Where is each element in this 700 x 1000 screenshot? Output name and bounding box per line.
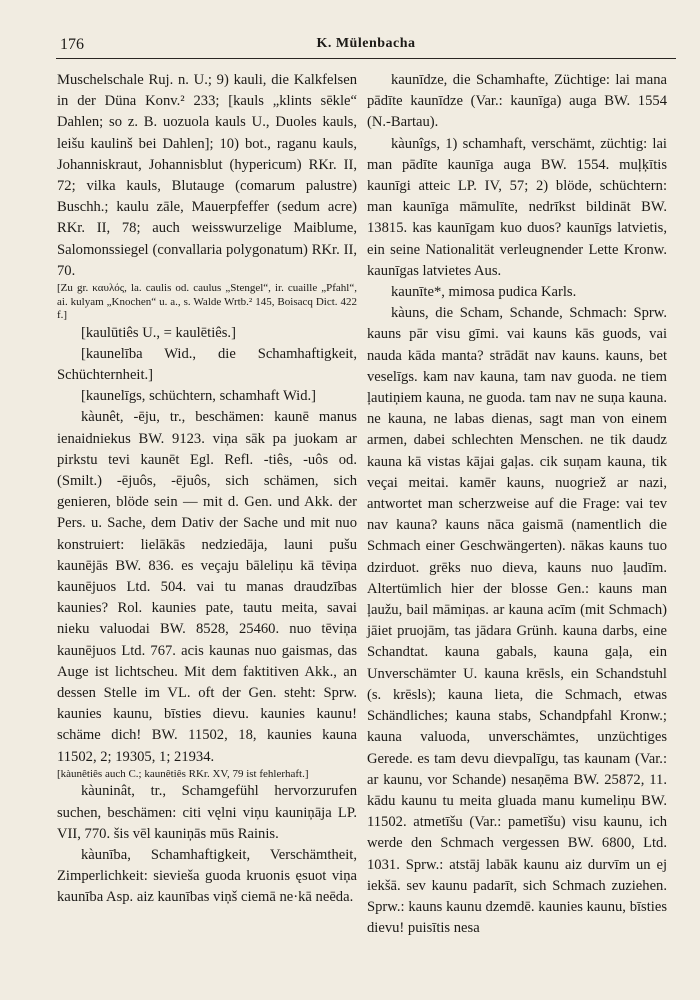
- left-column: [57, 70, 357, 909]
- entry-paragraph: kàuns, die Scham, Schande, Schmach: Sprw. kauns pār visu gīmi. vai kauns kās guods, vai nauda kāda manta? strādāt nav kauns. kauns, bet veselīgs. kam nav kauna, tam nav guoda. ne tiem ļautiņiem kauna, ne guoda. tam nav ne suņa kauna. ne kauna, ne labas dienas, sagt man von einem armen, dabei schlechten Menschen. ne tik daudz kauna kā vistas kājai gaļas. cik suņam kauna, tik veçai meitai. kamēr kauns, nuogriež ar nazi, antwortet man scherzweise auf die Frage: vai tev nav kauna? kauns nāca gaismā (namentlich die Schmach einer Geschwängerten). nākas kauns tuo dzirduot. grēks nuo dieva, kauns nuo ļaudīm. Altertümlich hier der blosse Gen.: kauns man ļaužu, bail māmiņas. ar kauna acīm (mit Schmach) jāiet pruojām, tas jādara Grünh. kauna darbs, eine Schandtat. kauna gabals, kauna gaļa, ein Unverschämter U. kauna krēsls, ein Schandstuhl (s. krēsls); kauna lieta, die Schmach, etwas Schändliches; kauna stabs, Schandpfahl Kronw.; kauna valuoda, unverschämtes, unzüchtiges Gerede. es tam devu dievpalīgu, tas kaunam (Var.: ar kaunu, vor Schande) nesaņēma BW. 25872, 11. kādu kaunu tu meita gluada manu kumeliņu BW. 11502. atmetīšu (Var.: pametīšu) visu kaunu, ich werde den Schmach vergessen BW. 6800, Ltd. 1031. Sprw.: atstāj labāk kaunu aiz durvīm un ej iekšā. sev kaunu padarīt, sich Schmach zuziehen. Sprw.: kauns kaunu dzemdē. kaunies kaunu, bīsties dievu! puisītis nesa: [367, 305, 667, 937]
- etymology-note: [kàunêtiês auch C.; kaunêtiês RKr. XV, 79 ist fehlerhaft.]: [57, 767, 309, 780]
- entry-paragraph: Muschelschale Ruj. n. U.; 9) kauli, die Kalkfelsen in der Düna Konv.² 233; [kauls „klints sēkle“ Dahlen; so z. B. uozuola kauls U., Duoles kauls, leišu kaulinš bei Dahlen]; 10) bot., raganu kauls, Johanniskraut, Johannisblut (hypericum) RKr. II, 72; vilka kauls, Blutauge (comarum palustre) Buschh.; kaulu zāle, Mauerpfeffer (sedum acre) RKr. II, 78; auch weisswurzelige Maiblume, Salomonssiegel (convallaria polygonatum) RKr. II, 70.: [57, 72, 357, 279]
- entry-paragraph: kàunîgs, 1) schamhaft, verschämt, züchtig: lai man pādīte kaunīga auga BW. 1554. muļķītis kaunīgi atteic LP. IV, 57; 2) blöde, schüchtern: man kaunīga māmulīte, nedrīkst bildināt BW. 13815. kas kaunīgam kuo duos? kaunīgs latvietis, ein seine Nationalität verleugnender Lette Kronw. kaunīgas latvietes Aus.: [367, 135, 667, 279]
- entry-paragraph: kàuninât, tr., Schamgefühl hervorzurufen suchen, beschämen: citi vęlni viņu kauniņāja LP. VII, 770. šis vēl kauniņās mūs Rainis.: [57, 783, 357, 842]
- page-header: [56, 32, 676, 59]
- etymology-note: [Zu gr. καυλός, la. caulis od. caulus „Stengel“, ir. cuaille „Pfahl“, ai. kulyam „Knochen“ u. a., s. Walde Wrtb.² 145, Boisacq Dict. 422 f.]: [57, 282, 357, 322]
- page-number: 176: [60, 36, 84, 53]
- entry-paragraph: [kaunelīgs, schüchtern, schamhaft Wid.]: [81, 388, 317, 405]
- entry-paragraph: kàunība, Schamhaftigkeit, Verschämtheit, Zimperlichkeit: sievieša guoda kruonis ęsuot viņa kaunība Asp. aiz kaunības viņš ciemā ne·kā neēda.: [57, 846, 357, 906]
- entry-paragraph: [kaulūtiês U., = kaulētiês.]: [81, 324, 236, 341]
- entry-paragraph: kaunīte*, mimosa pudica Karls.: [391, 284, 577, 301]
- entry-paragraph: kàunêt, -ēju, tr., beschämen: kaunē manus ienaidniekus BW. 9123. viņa sāk pa juokam ar pirkstu tevi kaunēt Egl. Refl. -tiês, -uôs od. (Smilt.) -ējuôs, -ējuôs, sich schämen, sich genieren, blöde sein — mit d. Gen. und Akk. der Pers. u. Sache, dem Dativ der Sache und mit nuo konstruiert: lielākās nedziedāja, launi pušu kaunējās BW. 836. es veçaju bāleliņu kā tēviņa kaunējuos Ltd. 504. vai tu manas draudzības kaunies? Rol. kaunies pate, tautu meita, savai nieku valuodai BW. 8528, 25460. nuo tēviņa kaunējuos Ltd. 767. acis kaunas nuo gaismas, das Auge ist lichtscheu. Mit dem faktitiven Akk., an dessen Stelle im VL. oft der Gen. steht: Sprw. kaunies kaunu, bīsties dievu. kaunies kaunu! schäme dich! BW. 11502, 18, kaunies kauna 11502, 2; 19305, 1; 21934.: [57, 409, 357, 765]
- entry-paragraph: kaunīdze, die Schamhafte, Züchtige: lai mana pādīte kaunīdze (Var.: kaunīga) auga BW. 1554 (N.-Bartau).: [367, 72, 667, 131]
- running-title: K. Mülenbacha: [316, 36, 416, 51]
- entry-paragraph: [kaunelība Wid., die Schamhaftigkeit, Schüchternheit.]: [57, 345, 357, 383]
- right-column: [367, 70, 667, 939]
